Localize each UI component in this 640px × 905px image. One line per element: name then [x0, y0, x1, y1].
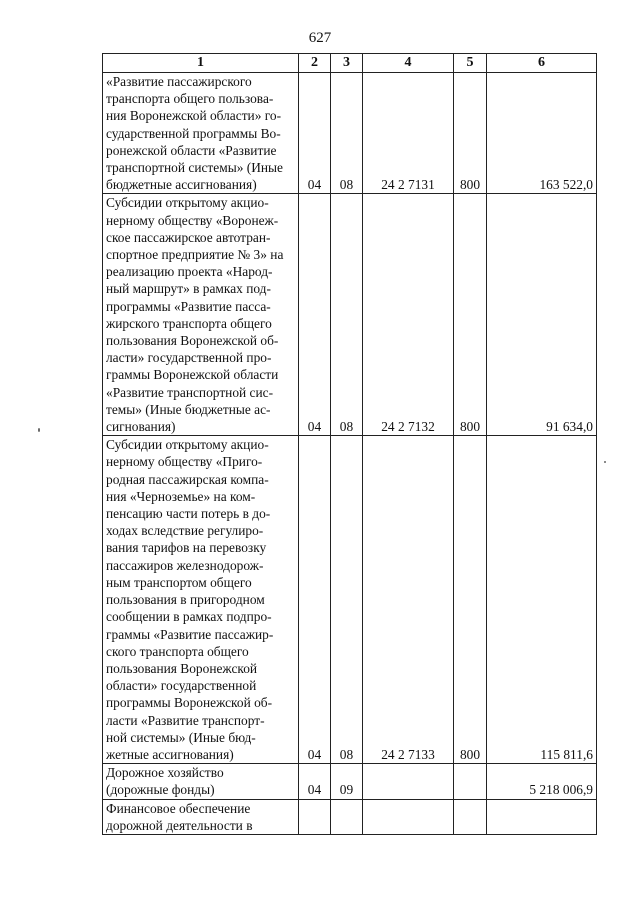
row-section-code: 04 — [299, 764, 331, 799]
header-col-3: 3 — [331, 54, 363, 73]
row-expense-type-code — [454, 799, 487, 834]
row-name-line: программы «Развитие пасса- — [106, 298, 271, 314]
row-name-line: «Развитие пассажирского — [106, 74, 252, 89]
row-name-line: ходах вследствие регулиро- — [106, 523, 264, 539]
row-name-line: ным транспортом общего — [106, 574, 252, 590]
row-name-line: Субсидии открытому акцио- — [106, 195, 269, 211]
row-section-code: 04 — [299, 73, 331, 194]
row-subsection-code: 08 — [331, 73, 363, 194]
row-name-line: нерному обществу «Приго- — [106, 454, 263, 470]
scan-speck — [604, 461, 606, 463]
row-name-line: нерному обществу «Воронеж- — [106, 212, 279, 228]
header-col-4: 4 — [363, 54, 454, 73]
row-target-code — [363, 799, 454, 834]
row-name-line: ласти «Развитие транспорт- — [106, 712, 265, 728]
row-target-code: 24 2 7132 — [363, 194, 454, 436]
row-name-cell — [103, 764, 299, 799]
row-name-line: ласти» государственной про- — [106, 350, 272, 366]
row-name-line: ния Воронежской области» го- — [106, 108, 282, 124]
row-name-line: пользования в пригородном — [106, 592, 265, 608]
table-row — [103, 194, 597, 436]
row-name-line: спортное предприятие № 3» на — [106, 247, 284, 263]
row-name-cell — [103, 73, 299, 194]
row-amount: 115 811,6 — [487, 436, 597, 764]
row-name-line: пенсацию части потерь в до- — [106, 506, 271, 522]
row-name-line: ния «Черноземье» на ком- — [106, 488, 256, 504]
row-subsection-code — [331, 799, 363, 834]
row-name-line: области» государственной — [106, 678, 257, 694]
budget-table — [102, 53, 597, 835]
row-amount: 163 522,0 — [487, 73, 597, 194]
row-target-code — [363, 764, 454, 799]
row-section-code: 04 — [299, 194, 331, 436]
header-col-6: 6 — [487, 54, 597, 73]
row-name-line: ронежской области «Развитие — [106, 142, 277, 158]
row-section-code — [299, 799, 331, 834]
row-name-line: вания тарифов на перевозку — [106, 540, 267, 556]
row-expense-type-code: 800 — [454, 436, 487, 764]
row-name-line: Дорожное хозяйство — [106, 765, 224, 781]
row-expense-type-code: 800 — [454, 194, 487, 436]
row-name-line: Субсидии открытому акцио- — [106, 437, 269, 453]
row-amount: 91 634,0 — [487, 194, 597, 436]
table-header-row — [103, 54, 597, 73]
row-name-line: родная пассажирская компа- — [106, 471, 269, 487]
row-name-line: «Развитие транспортной сис- — [106, 384, 274, 400]
row-name-cell — [103, 799, 299, 834]
row-amount: 5 218 006,9 — [487, 764, 597, 799]
row-name-line: сигнования) — [106, 419, 176, 435]
row-name-line: реализацию проекта «Народ- — [106, 264, 273, 280]
row-name-line: транспорта общего пользова- — [106, 91, 274, 107]
table-row — [103, 73, 597, 194]
scan-speck — [38, 428, 40, 432]
row-target-code: 24 2 7133 — [363, 436, 454, 764]
row-name-line: ское пассажирское автотран- — [106, 229, 271, 245]
row-name-line: пользования Воронежской — [106, 660, 258, 676]
row-name-line: программы Воронежской об- — [106, 695, 273, 711]
row-name-line: сударственной программы Во- — [106, 125, 281, 141]
row-target-code: 24 2 7131 — [363, 73, 454, 194]
page-number: 627 — [308, 30, 332, 46]
table-row — [103, 436, 597, 764]
row-expense-type-code — [454, 764, 487, 799]
row-subsection-code: 09 — [331, 764, 363, 799]
row-expense-type-code: 800 — [454, 73, 487, 194]
row-name-cell — [103, 194, 299, 436]
row-name-line: жетные ассигнования) — [106, 746, 234, 762]
row-name-line: (дорожные фонды) — [106, 782, 215, 798]
row-name-line: граммы «Развитие пассажир- — [106, 626, 274, 642]
row-name-line: пассажиров железнодорож- — [106, 557, 264, 573]
row-name-cell — [103, 436, 299, 764]
row-name-line: Финансовое обеспечение — [106, 800, 251, 816]
row-section-code: 04 — [299, 436, 331, 764]
row-name-line: жирского транспорта общего — [106, 315, 272, 331]
row-name-line: пользования Воронежской об- — [106, 333, 279, 349]
row-name-line: сообщении в рамках подпро- — [106, 609, 272, 625]
row-amount — [487, 799, 597, 834]
row-name-line: темы» (Иные бюджетные ас- — [106, 401, 271, 417]
row-subsection-code: 08 — [331, 194, 363, 436]
header-col-1: 1 — [103, 54, 299, 73]
row-name-line: бюджетные ассигнования) — [106, 177, 257, 193]
row-name-line: транспортной системы» (Иные — [106, 160, 283, 176]
row-name-line: дорожной деятельности в — [106, 817, 253, 833]
row-name-line: ный маршрут» в рамках под- — [106, 281, 271, 297]
row-name-line: ной системы» (Иные бюд- — [106, 729, 256, 745]
row-subsection-code: 08 — [331, 436, 363, 764]
header-col-2: 2 — [299, 54, 331, 73]
header-col-5: 5 — [454, 54, 487, 73]
table-row — [103, 764, 597, 799]
row-name-line: ского транспорта общего — [106, 643, 249, 659]
row-name-line: граммы Воронежской области — [106, 367, 279, 383]
table-row — [103, 799, 597, 834]
